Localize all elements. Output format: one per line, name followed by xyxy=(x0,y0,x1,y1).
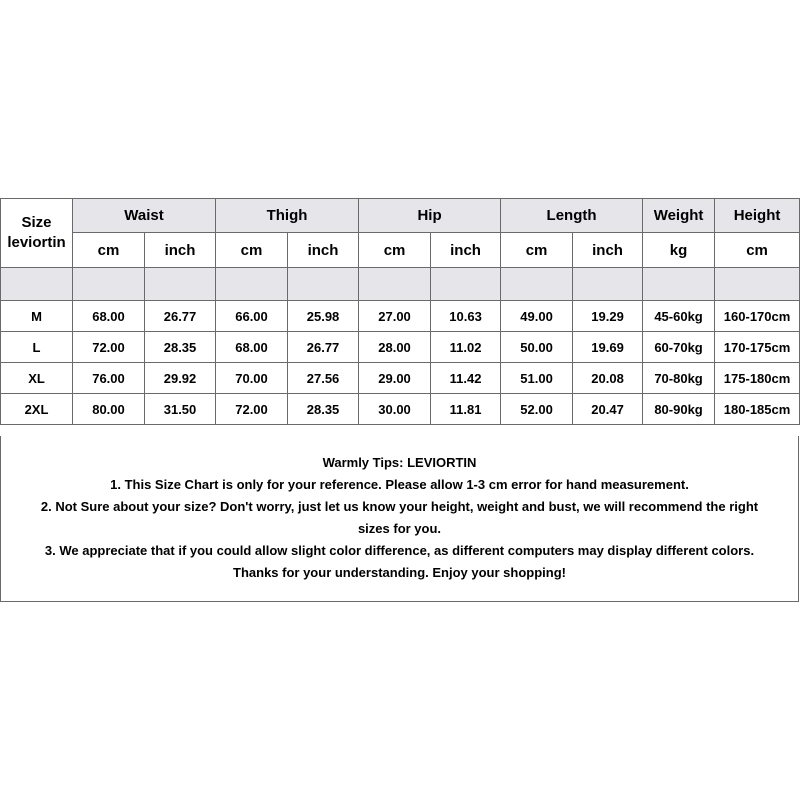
size-chart xyxy=(0,198,799,425)
table-cell: 72.00 xyxy=(73,332,145,363)
unit-cell: inch xyxy=(431,233,501,268)
tips-line-1: 1. This Size Chart is only for your reference. Please allow 1-3 cm error for hand measurement. xyxy=(110,477,689,492)
blank-cell xyxy=(288,268,359,301)
table-cell: 11.81 xyxy=(431,394,501,425)
unit-cell: inch xyxy=(288,233,359,268)
tips-title: Warmly Tips: LEVIORTIN xyxy=(322,455,477,470)
tips-line-2a: 2. Not Sure about your size? Don't worry, just let us know your height, weight and bust, we will recommend the right xyxy=(40,499,759,514)
table-cell: 160-170cm xyxy=(715,301,800,332)
table-cell: 49.00 xyxy=(501,301,573,332)
group-header-length: Length xyxy=(501,199,643,233)
blank-row xyxy=(1,268,800,301)
group-header-thigh: Thigh xyxy=(216,199,359,233)
table-cell: 26.77 xyxy=(288,332,359,363)
unit-cell: cm xyxy=(216,233,288,268)
size-cell: XL xyxy=(1,363,73,394)
table-cell: 11.02 xyxy=(431,332,501,363)
unit-cell: inch xyxy=(573,233,643,268)
tips-line-2b: sizes for you. xyxy=(357,521,442,536)
table-cell: 60-70kg xyxy=(643,332,715,363)
unit-cell: cm xyxy=(715,233,800,268)
table-cell: 51.00 xyxy=(501,363,573,394)
table-cell: 80.00 xyxy=(73,394,145,425)
table-cell: 170-175cm xyxy=(715,332,800,363)
table-row xyxy=(1,363,800,394)
size-header-cell xyxy=(1,199,73,268)
size-header-label: Size xyxy=(21,214,52,231)
table-cell: 27.56 xyxy=(288,363,359,394)
unit-cell: cm xyxy=(501,233,573,268)
table-cell: 19.69 xyxy=(573,332,643,363)
table-cell: 20.47 xyxy=(573,394,643,425)
units-row xyxy=(1,233,800,268)
group-header-height: Height xyxy=(715,199,800,233)
blank-cell xyxy=(715,268,800,301)
table-cell: 66.00 xyxy=(216,301,288,332)
blank-cell xyxy=(431,268,501,301)
table-cell: 180-185cm xyxy=(715,394,800,425)
blank-cell xyxy=(643,268,715,301)
table-cell: 25.98 xyxy=(288,301,359,332)
table-cell: 50.00 xyxy=(501,332,573,363)
table-cell: 70.00 xyxy=(216,363,288,394)
table-cell: 29.00 xyxy=(359,363,431,394)
table-cell: 72.00 xyxy=(216,394,288,425)
table-cell: 68.00 xyxy=(73,301,145,332)
table-cell: 175-180cm xyxy=(715,363,800,394)
table-cell: 52.00 xyxy=(501,394,573,425)
unit-cell: kg xyxy=(643,233,715,268)
group-header-hip: Hip xyxy=(359,199,501,233)
blank-cell xyxy=(359,268,431,301)
table-cell: 31.50 xyxy=(145,394,216,425)
size-cell: 2XL xyxy=(1,394,73,425)
table-cell: 28.35 xyxy=(145,332,216,363)
blank-cell xyxy=(501,268,573,301)
unit-cell: cm xyxy=(73,233,145,268)
table-row xyxy=(1,394,800,425)
table-cell: 28.35 xyxy=(288,394,359,425)
size-header-brand: leviortin xyxy=(7,234,66,251)
unit-cell: cm xyxy=(359,233,431,268)
table-cell: 45-60kg xyxy=(643,301,715,332)
unit-cell: inch xyxy=(145,233,216,268)
table-cell: 19.29 xyxy=(573,301,643,332)
table-row xyxy=(1,301,800,332)
table-cell: 80-90kg xyxy=(643,394,715,425)
tips-line-3: 3. We appreciate that if you could allow slight color difference, as different computers may display different colors. xyxy=(44,543,755,558)
blank-cell xyxy=(73,268,145,301)
warmly-tips xyxy=(0,436,799,602)
size-cell: M xyxy=(1,301,73,332)
blank-cell xyxy=(573,268,643,301)
blank-cell xyxy=(145,268,216,301)
table-cell: 20.08 xyxy=(573,363,643,394)
table-cell: 70-80kg xyxy=(643,363,715,394)
table-cell: 28.00 xyxy=(359,332,431,363)
blank-cell xyxy=(1,268,73,301)
table-cell: 26.77 xyxy=(145,301,216,332)
table-cell: 10.63 xyxy=(431,301,501,332)
table-cell: 27.00 xyxy=(359,301,431,332)
table-row xyxy=(1,332,800,363)
table-cell: 11.42 xyxy=(431,363,501,394)
table-cell: 30.00 xyxy=(359,394,431,425)
group-header-waist: Waist xyxy=(73,199,216,233)
table-cell: 29.92 xyxy=(145,363,216,394)
table-cell: 76.00 xyxy=(73,363,145,394)
table-cell: 68.00 xyxy=(216,332,288,363)
group-header-weight: Weight xyxy=(643,199,715,233)
blank-cell xyxy=(216,268,288,301)
size-table xyxy=(0,198,800,425)
tips-line-4: Thanks for your understanding. Enjoy your shopping! xyxy=(233,565,566,580)
size-cell: L xyxy=(1,332,73,363)
